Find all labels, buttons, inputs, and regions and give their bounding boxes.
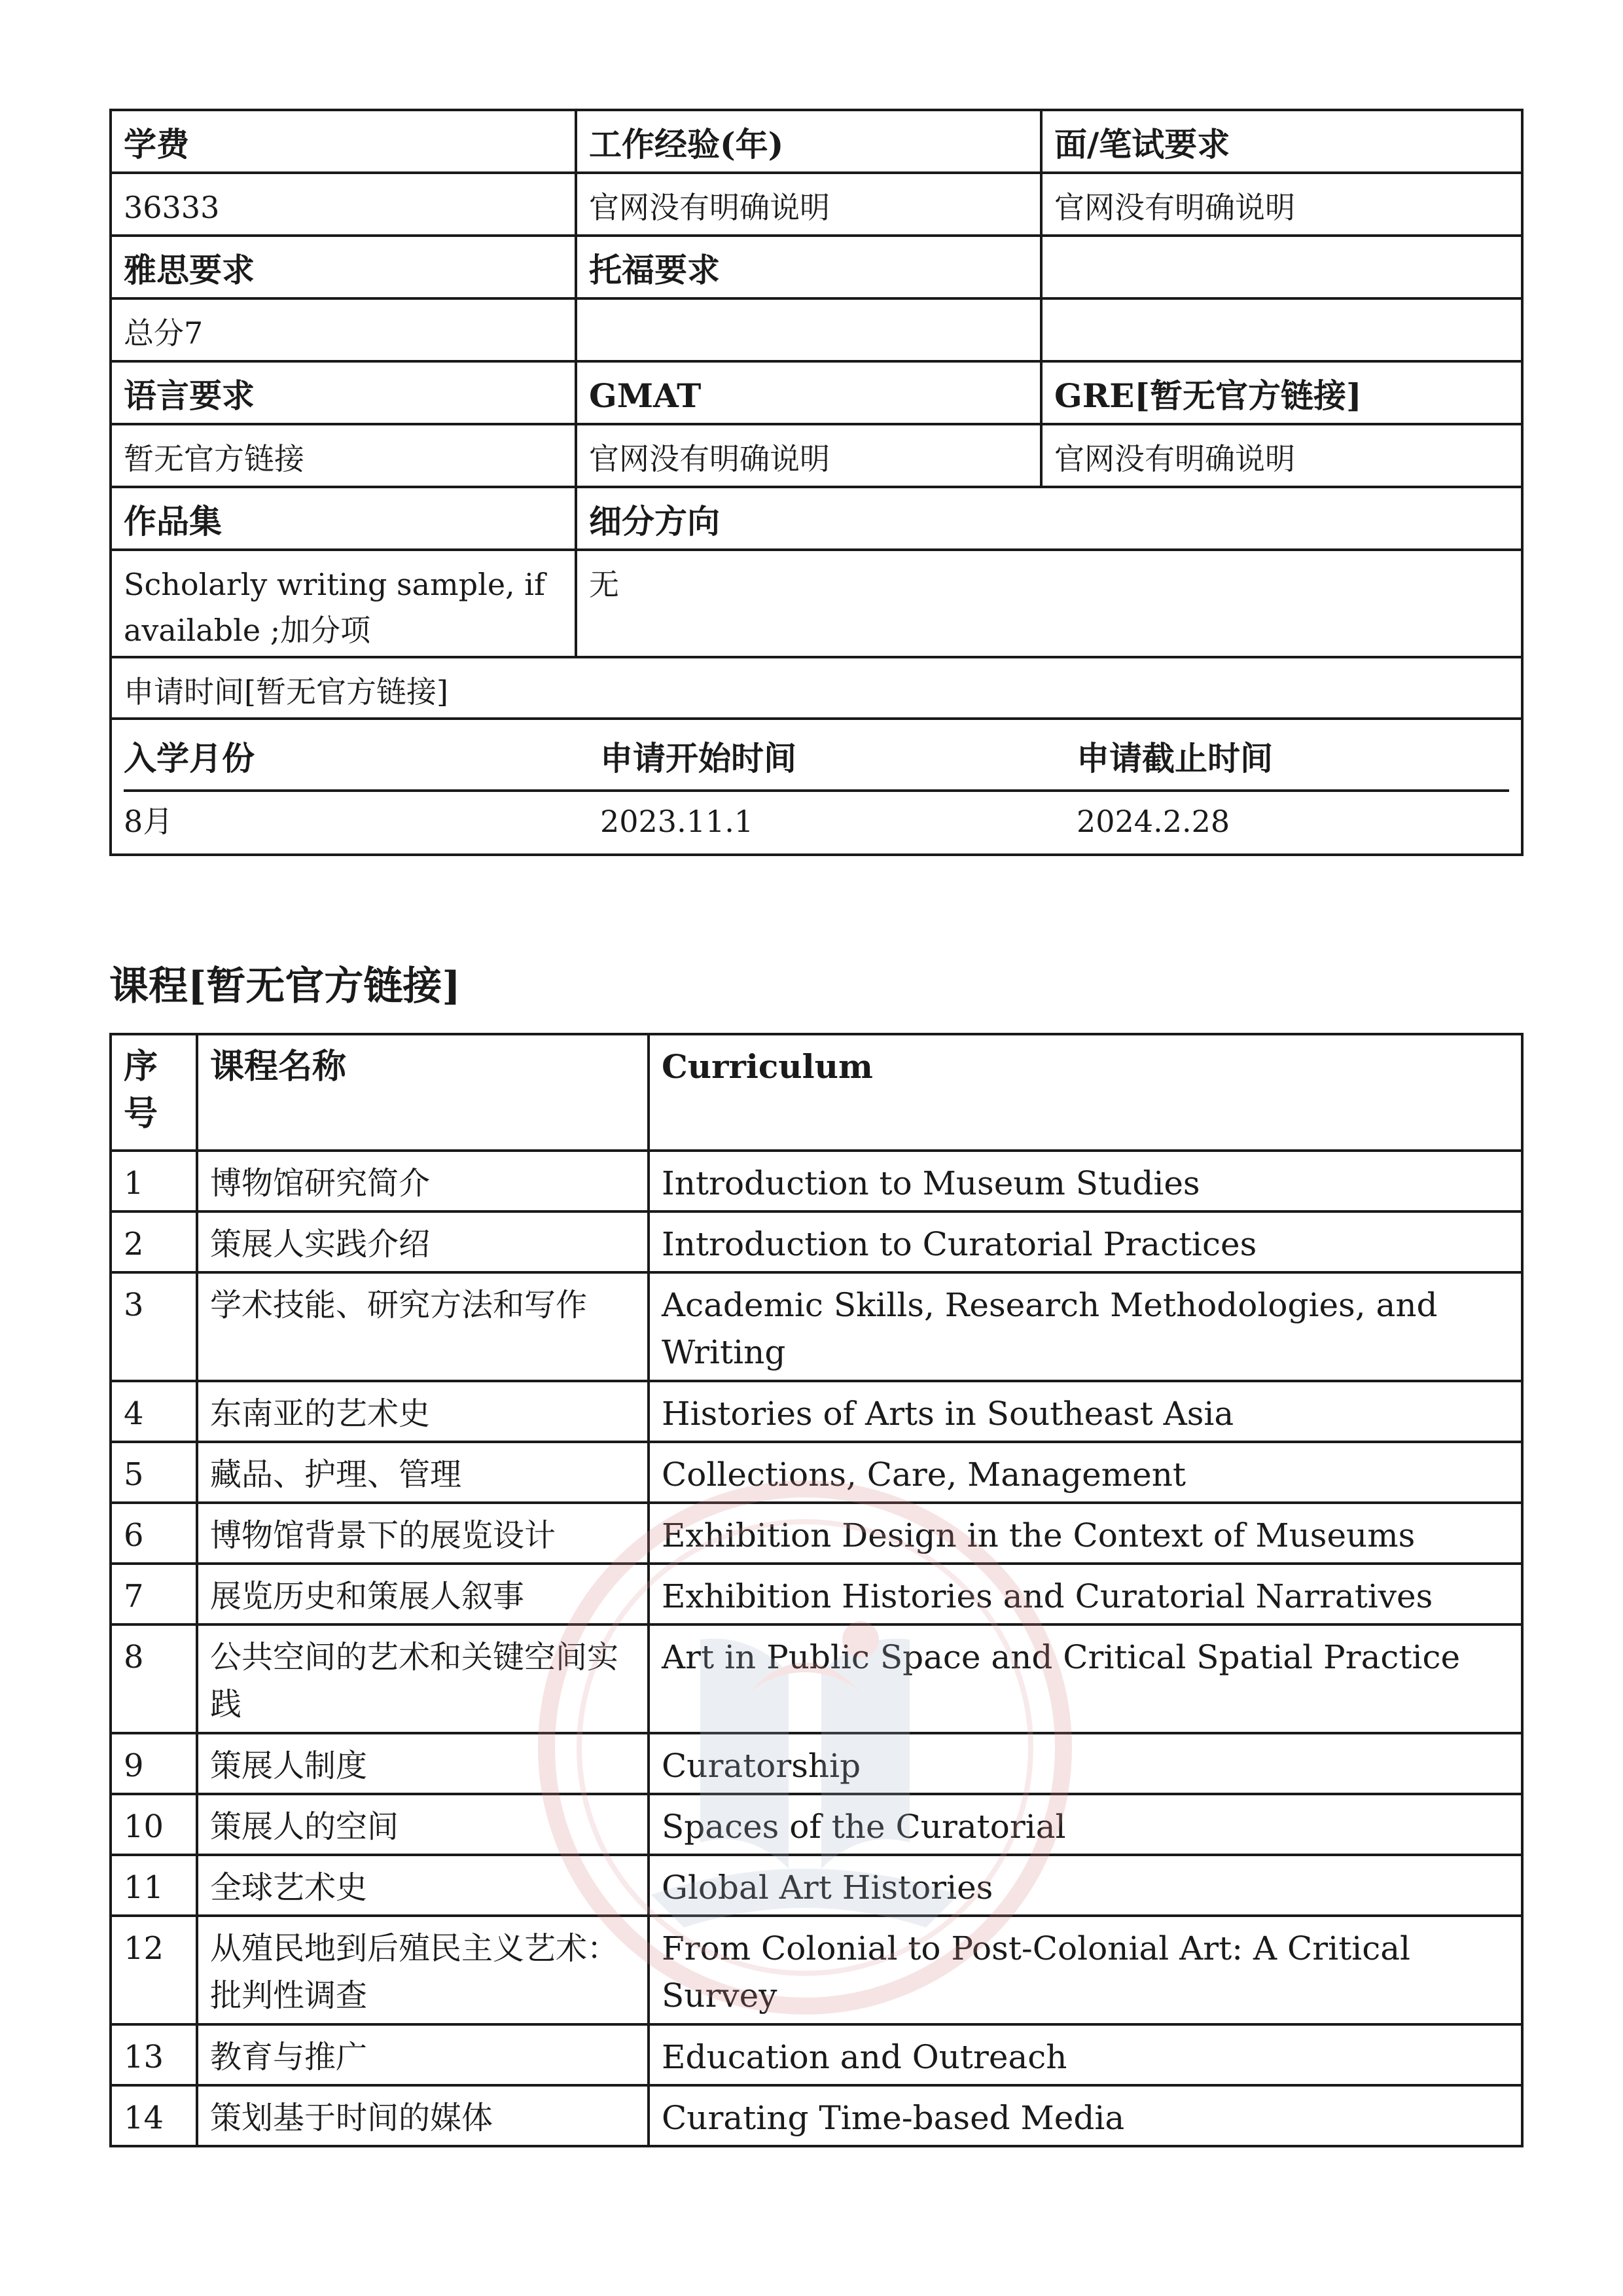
work-experience-label: 工作经验(年) [576,110,1041,173]
interview-label: 面/笔试要求 [1041,110,1522,173]
course-name-en: Academic Skills, Research Methodologies, and Writing [649,1272,1522,1381]
course-name-en: Introduction to Curatorial Practices [649,1211,1522,1272]
table-row [111,2085,1522,2146]
portfolio-value: Scholarly writing sample, if available ;加分项 [111,550,576,657]
course-name-cn: 策展人的空间 [197,1794,649,1855]
course-number: 12 [111,1916,197,2024]
gre-label: GRE[暂无官方链接] [1041,361,1522,424]
application-start-label: 申请开始时间 [600,729,1077,792]
language-value: 暂无官方链接 [111,424,576,487]
course-name-en: Global Art Histories [649,1855,1522,1916]
course-name-cn: 教育与推广 [197,2024,649,2085]
course-name-cn: 东南亚的艺术史 [197,1381,649,1442]
courses-table [109,1033,1524,2147]
column-header-no: 序号 [111,1034,197,1151]
table-row [111,1272,1522,1381]
toefl-value [576,298,1041,361]
course-number: 11 [111,1855,197,1916]
course-name-cn: 公共空间的艺术和关键空间实践 [197,1624,649,1733]
course-name-cn: 博物馆背景下的展览设计 [197,1503,649,1564]
gmat-value: 官网没有明确说明 [576,424,1041,487]
course-name-cn: 策展人制度 [197,1733,649,1794]
table-row [111,1855,1522,1916]
application-deadline-value: 2024.2.28 [1077,804,1230,839]
course-number: 13 [111,2024,197,2085]
table-row [111,1381,1522,1442]
table-row [111,1624,1522,1733]
course-name-en: Exhibition Histories and Curatorial Narratives [649,1564,1522,1624]
gre-value: 官网没有明确说明 [1041,424,1522,487]
ielts-label: 雅思要求 [111,236,576,298]
course-number: 4 [111,1381,197,1442]
language-label: 语言要求 [111,361,576,424]
course-name-cn: 学术技能、研究方法和写作 [197,1272,649,1381]
course-name-en: Collections, Care, Management [649,1442,1522,1503]
course-name-cn: 全球艺术史 [197,1855,649,1916]
table-row [111,1794,1522,1855]
courses-section-title: 课程[暂无官方链接] [109,963,461,1009]
course-number: 9 [111,1733,197,1794]
direction-value: 无 [576,550,1522,657]
direction-label: 细分方向 [576,487,1522,550]
course-name-cn: 展览历史和策展人叙事 [197,1564,649,1624]
column-header-curriculum: Curriculum [649,1034,1522,1151]
portfolio-label: 作品集 [111,487,576,550]
course-name-en: Curating Time-based Media [649,2085,1522,2146]
empty-cell [1041,236,1522,298]
course-name-en: Curatorship [649,1733,1522,1794]
gmat-label: GMAT [576,361,1041,424]
course-number: 2 [111,1211,197,1272]
course-name-cn: 策划基于时间的媒体 [197,2085,649,2146]
course-number: 3 [111,1272,197,1381]
course-number: 6 [111,1503,197,1564]
toefl-label: 托福要求 [576,236,1041,298]
course-name-en: Introduction to Museum Studies [649,1151,1522,1211]
course-name-en: Histories of Arts in Southeast Asia [649,1381,1522,1442]
course-number: 8 [111,1624,197,1733]
table-row [111,1211,1522,1272]
table-row [111,1151,1522,1211]
course-name-cn: 博物馆研究简介 [197,1151,649,1211]
course-name-en: Education and Outreach [649,2024,1522,2085]
table-row [111,2024,1522,2085]
table-row [111,1564,1522,1624]
tuition-label: 学费 [111,110,576,173]
table-row [111,1733,1522,1794]
course-number: 7 [111,1564,197,1624]
application-deadline-label: 申请截止时间 [1077,729,1509,792]
course-name-cn: 藏品、护理、管理 [197,1442,649,1503]
course-name-en: From Colonial to Post-Colonial Art: A Critical Survey [649,1916,1522,2024]
application-start-value: 2023.11.1 [600,804,754,839]
course-name-en: Art in Public Space and Critical Spatial Practice [649,1624,1522,1733]
requirements-table [109,109,1524,856]
work-experience-value: 官网没有明确说明 [576,173,1041,236]
course-number: 10 [111,1794,197,1855]
tuition-value: 36333 [111,173,576,236]
intake-dates [111,719,1522,855]
empty-cell [1041,298,1522,361]
application-time-label: 申请时间[暂无官方链接] [111,657,1522,719]
course-name-cn: 从殖民地到后殖民主义艺术：批判性调查 [197,1916,649,2024]
course-number: 14 [111,2085,197,2146]
interview-value: 官网没有明确说明 [1041,173,1522,236]
course-name-en: Exhibition Design in the Context of Museums [649,1503,1522,1564]
course-number: 5 [111,1442,197,1503]
course-number: 1 [111,1151,197,1211]
course-name-en: Spaces of the Curatorial [649,1794,1522,1855]
table-row [111,1503,1522,1564]
course-name-cn: 策展人实践介绍 [197,1211,649,1272]
intake-month-value: 8月 [124,804,173,839]
column-header-name-cn: 课程名称 [197,1034,649,1151]
intake-month-label: 入学月份 [124,729,600,792]
table-row [111,1442,1522,1503]
table-row [111,1916,1522,2024]
ielts-value: 总分7 [111,298,576,361]
